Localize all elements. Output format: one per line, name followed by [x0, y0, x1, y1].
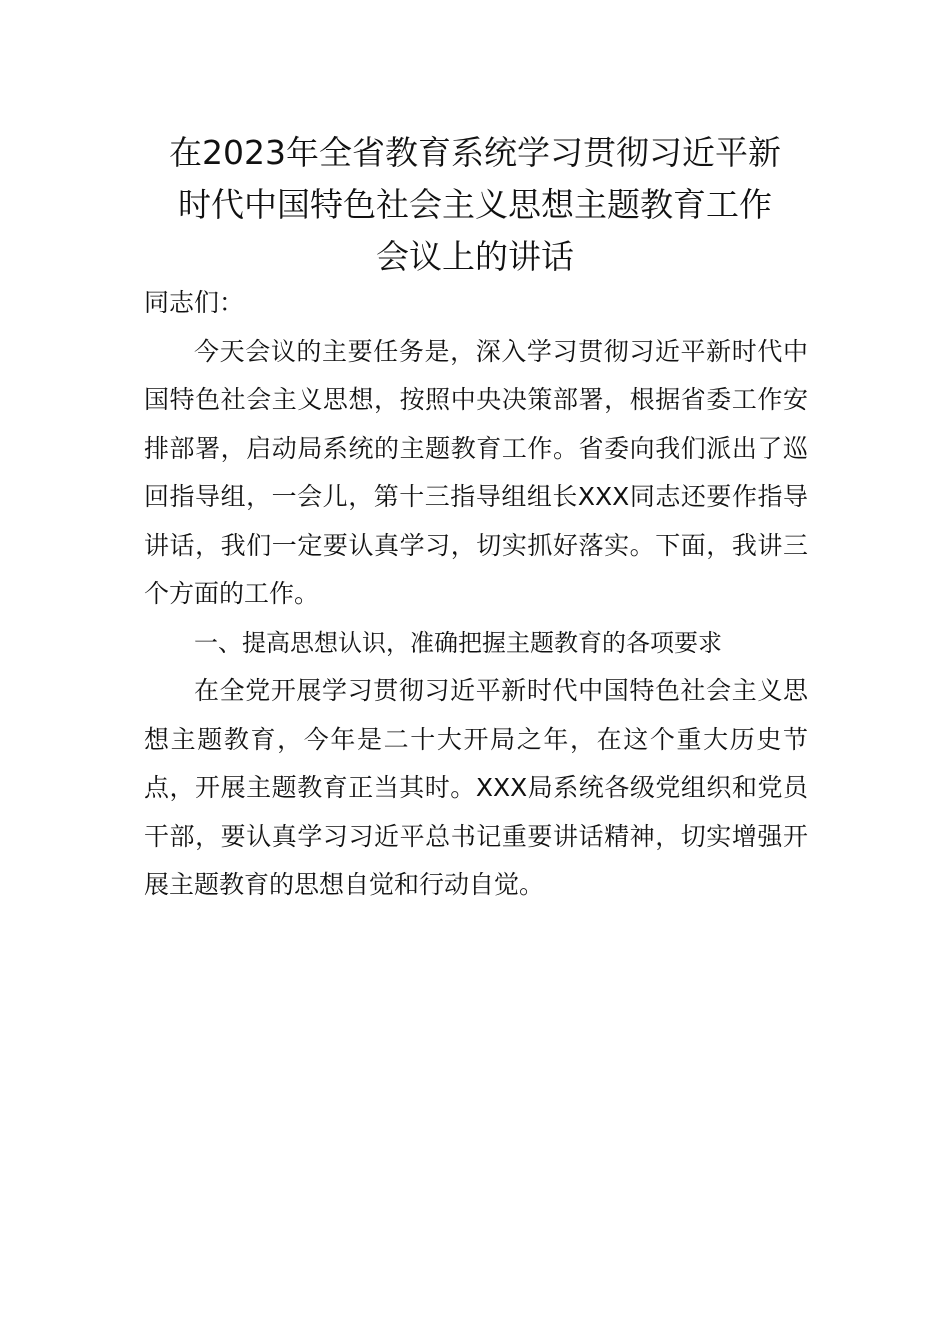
document-title: [140, 127, 810, 283]
paragraph-section-one: 在全党开展学习贯彻习近平新时代中国特色社会主义思想主题教育，今年是二十大开局之年，在这个重大历史节点，开展主题教育正当其时。XXX局系统各级党组织和党员干部，要认真学习习近平总书记重要讲话精神，切实增强开展主题教育的思想自觉和行动自觉。: [144, 676, 808, 899]
paragraph-intro: 今天会议的主要任务是，深入学习贯彻习近平新时代中国特色社会主义思想，按照中央决策部署，根据省委工作安排部署，启动局系统的主题教育工作。省委向我们派出了巡回指导组，一会儿，第十三指导组组长XXX同志还要作指导讲话，我们一定要认真学习，切实抓好落实。下面，我讲三个方面的工作。: [144, 336, 808, 608]
title-line: 在2023年全省教育系统学习贯彻习近平新: [169, 133, 781, 172]
title-line: 会议上的讲话: [376, 237, 574, 276]
title-line: 时代中国特色社会主义思想主题教育工作: [178, 185, 772, 224]
document-body: [144, 279, 808, 910]
section-heading: 一、提高思想认识，准确把握主题教育的各项要求: [194, 628, 722, 657]
salutation: 同志们：: [144, 288, 245, 317]
